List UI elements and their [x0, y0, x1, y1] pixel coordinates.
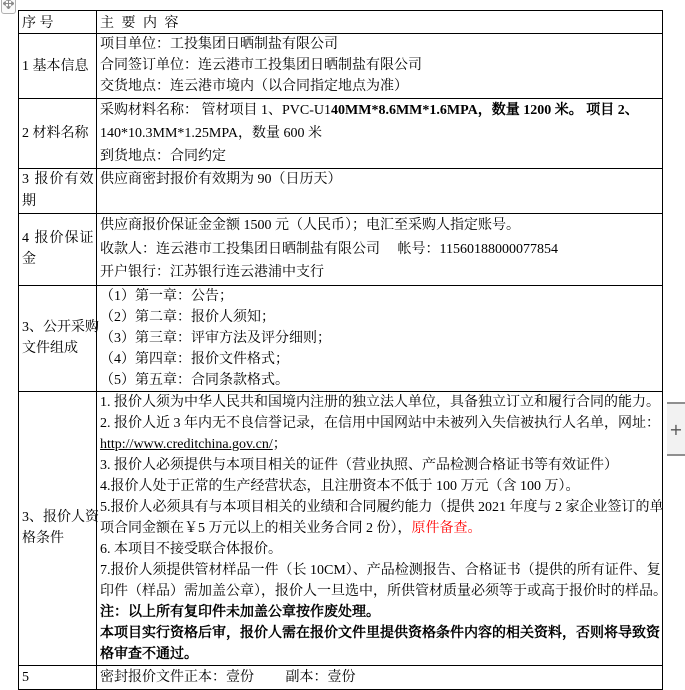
row-label-line: 4 报价保证	[22, 231, 95, 247]
content-line	[100, 286, 661, 307]
row-content-cell	[97, 99, 663, 169]
text-segment: 采购材料名称： 管材项目 1、PVC-U1	[100, 103, 332, 118]
text-segment: 合同签订单位：连云港市工投集团日晒制盐有限公司	[100, 58, 422, 73]
row-label-cell	[19, 285, 97, 391]
table-row	[19, 665, 663, 689]
row-label-cell	[19, 169, 97, 214]
content-line	[100, 581, 667, 602]
row-label-line: 3、报价人资	[22, 510, 99, 525]
move-arrows-icon	[3, 0, 14, 14]
text-segment: ；	[272, 436, 287, 452]
row-label-line: 3、公开采购	[22, 320, 99, 335]
content-line	[100, 76, 661, 97]
content-line	[100, 518, 661, 539]
content-line	[100, 328, 661, 349]
text-segment: （4）第四章：报价文件格式；	[100, 351, 289, 367]
content-line	[100, 261, 661, 285]
text-segment: 本项目实行资格后审，报价人需在报价文件里提供资格条件内容的相关资料，否则将导致资	[100, 625, 660, 641]
row-content-cell	[97, 34, 663, 99]
content-line	[100, 539, 661, 560]
procurement-table	[18, 10, 667, 690]
text-segment: 1. 报价人须为中华人民共和国境内注册的独立法人单位，具备独立订立和履行合同的能力。	[100, 394, 660, 410]
row-label-line: 3 报价有效	[22, 172, 95, 187]
text-segment: 6. 本项目不接受联合体报价。	[100, 541, 282, 557]
table-row	[19, 99, 663, 169]
row-content-cell	[97, 285, 663, 391]
content-line	[100, 370, 661, 391]
content-line	[100, 214, 661, 238]
row-content-cell	[97, 169, 663, 214]
expand-plus-button[interactable]	[667, 402, 685, 456]
row-label-line: 2 材料名称	[22, 126, 89, 141]
row-label-line: 文件组成	[22, 341, 78, 356]
text-segment: 供应商报价保证金金额 1500 元（人民币）；电汇至采购人指定账号。	[100, 218, 520, 233]
text-segment: 2. 报价人近 3 年内无不良信誉记录，在信用中国网站中未被列入失信被执行人名单，网址：	[100, 415, 660, 431]
content-line	[100, 623, 661, 644]
text-segment: 原件备查。	[411, 520, 482, 536]
table-header-row	[19, 11, 663, 34]
table-row	[19, 34, 663, 99]
text-segment: 5.报价人必须具有与本项目相关的业绩和合同履约能力（提供 2021 年度与 2 家企业签订的单	[100, 499, 664, 515]
text-segment: 供应商密封报价有效期为 90（日历天）	[100, 172, 342, 187]
content-line	[100, 476, 661, 497]
table-move-handle[interactable]	[1, 0, 16, 14]
table-row	[19, 214, 663, 286]
text-segment: （2）第二章：报价人须知；	[100, 309, 275, 325]
row-label-cell	[19, 391, 97, 665]
text-segment: 7.报价人须提供管材样品一件（长 10CM）、产品检测报告、合格证书（提供的所有证件、复	[100, 562, 661, 578]
content-line	[100, 122, 661, 145]
row-label-line: 1 基本信息	[22, 58, 89, 74]
row-label-cell	[19, 99, 97, 169]
header-col-serial: 序 号	[19, 11, 97, 34]
row-label-line: 5	[22, 669, 29, 685]
table-row	[19, 169, 663, 214]
content-line	[100, 434, 661, 455]
text-segment: 项目单位：工投集团日晒制盐有限公司	[100, 37, 338, 52]
doc-table-body	[19, 34, 667, 690]
header-col-content: 主 要 内 容	[97, 11, 663, 34]
content-line	[100, 413, 661, 434]
text-segment: 收款人：连云港市工投集团日晒制盐有限公司 帐号：11560188000077854	[100, 241, 558, 257]
text-segment: 140*10.3MM*1.25MPA，数量 600 米	[100, 126, 322, 141]
text-segment: 项目 2、	[582, 103, 639, 118]
text-segment: 项合同金额在￥5 万元以上的相关业务合同 2 份），	[100, 520, 412, 536]
content-line	[100, 99, 661, 122]
row-label-line: 期	[22, 194, 37, 209]
row-label-line: 金	[22, 252, 37, 268]
row-content-cell	[97, 214, 663, 286]
row-content-cell	[97, 391, 667, 665]
content-line	[100, 602, 661, 623]
content-line	[100, 455, 661, 476]
content-line	[100, 55, 661, 76]
text-segment: 交货地点：连云港市境内（以合同指定地点为准）	[100, 79, 408, 94]
row-label-line: 格条件	[22, 531, 64, 546]
content-line	[100, 667, 661, 688]
content-line	[100, 169, 661, 190]
content-line	[100, 349, 661, 370]
table-row	[19, 391, 663, 665]
text-segment: （1）第一章：公告；	[100, 288, 233, 304]
row-label-cell	[19, 34, 97, 99]
text-segment: 格审查不通过。	[100, 646, 198, 662]
credit-china-link[interactable]: http://www.creditchina.gov.cn/	[100, 436, 273, 452]
text-segment: （3）第三章：评审方法及评分细则；	[100, 330, 331, 346]
text-segment: 到货地点：合同约定	[100, 149, 226, 164]
text-segment: 4.报价人处于正常的生产经营状态，且注册资本不低于 100 万元（含 100 万）。	[100, 478, 580, 494]
text-segment: 40MM*8.6MM*1.6MPA，数量 1200 米。	[331, 103, 583, 118]
row-content-cell	[97, 665, 663, 689]
content-line	[100, 560, 661, 581]
content-line	[100, 497, 664, 518]
content-line	[100, 307, 661, 328]
text-segment: （5）第五章：合同条款格式。	[100, 372, 289, 388]
content-line	[100, 145, 661, 168]
row-label-cell	[19, 665, 97, 689]
row-label-cell	[19, 214, 97, 286]
table-row	[19, 285, 663, 391]
content-line	[100, 392, 661, 413]
content-line	[100, 34, 661, 55]
text-segment: 3. 报价人必须提供与本项目相关的证件（营业执照、产品检测合格证书等有效证件）	[100, 457, 618, 473]
content-line	[100, 644, 661, 665]
content-line	[100, 238, 661, 262]
text-segment: 密封报价文件正本：壹份 副本：壹份	[100, 669, 356, 685]
text-segment: 开户银行：江苏银行连云港浦中支行	[100, 265, 324, 280]
text-segment: 印件（样品）需加盖公章），报价人一旦选中，所供管材质量必须等于或高于报价时的样品。	[100, 583, 667, 599]
plus-icon: +	[669, 419, 683, 439]
text-segment: 注：以上所有复印件未加盖公章按作废处理。	[100, 604, 380, 620]
